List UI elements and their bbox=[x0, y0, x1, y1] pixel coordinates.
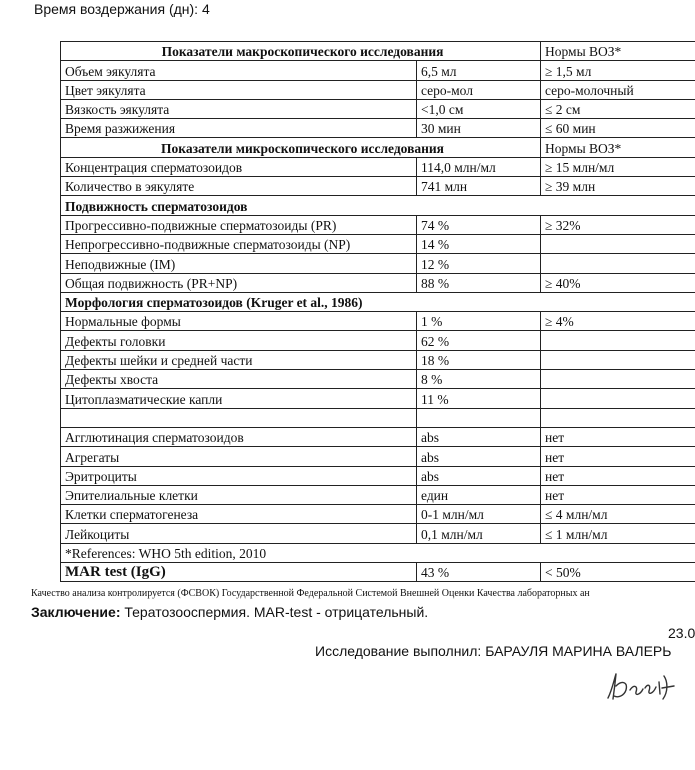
parameter-norm: нет bbox=[541, 485, 695, 504]
mar-test-norm: < 50% bbox=[541, 563, 695, 582]
parameter-value: един bbox=[417, 485, 541, 504]
parameter-norm bbox=[541, 254, 695, 273]
table-row bbox=[61, 99, 695, 118]
parameter-value: abs bbox=[417, 447, 541, 466]
conclusion-label: Заключение: bbox=[31, 604, 121, 620]
signature-icon bbox=[602, 668, 695, 704]
mar-test-value: 43 % bbox=[417, 563, 541, 582]
parameter-norm: ≥ 40% bbox=[541, 273, 695, 292]
table-row bbox=[61, 157, 695, 176]
table-row bbox=[61, 427, 695, 446]
parameter-norm: нет bbox=[541, 466, 695, 485]
table-row bbox=[61, 466, 695, 485]
table-row bbox=[61, 273, 695, 292]
table-row bbox=[61, 61, 695, 80]
parameter-value: abs bbox=[417, 466, 541, 485]
table-row bbox=[61, 119, 695, 138]
parameter-norm: ≤ 1 млн/мл bbox=[541, 524, 695, 543]
table-row bbox=[61, 292, 695, 311]
table-row bbox=[61, 177, 695, 196]
parameter-value: 62 % bbox=[417, 331, 541, 350]
parameter-value: 8 % bbox=[417, 370, 541, 389]
parameter-value: 6,5 мл bbox=[417, 61, 541, 80]
performed-by: Исследование выполнил: БАРАУЛЯ МАРИНА ВАЛЕРЬ bbox=[315, 643, 672, 659]
parameter-value: 74 % bbox=[417, 215, 541, 234]
parameter-name: Концентрация сперматозоидов bbox=[61, 157, 417, 176]
norm-header: Нормы ВОЗ* bbox=[541, 42, 695, 61]
parameter-norm: ≥ 1,5 мл bbox=[541, 61, 695, 80]
parameter-name: Лейкоциты bbox=[61, 524, 417, 543]
parameter-value bbox=[417, 408, 541, 427]
parameter-name: Непрогрессивно-подвижные сперматозоиды (NP) bbox=[61, 234, 417, 253]
parameter-name: Объем эякулята bbox=[61, 61, 417, 80]
parameter-norm bbox=[541, 370, 695, 389]
table-row bbox=[61, 215, 695, 234]
parameter-norm: серо-молочный bbox=[541, 80, 695, 99]
table-row bbox=[61, 447, 695, 466]
parameter-value: серо-мол bbox=[417, 80, 541, 99]
table-row bbox=[61, 331, 695, 350]
parameter-norm bbox=[541, 331, 695, 350]
table-row bbox=[61, 485, 695, 504]
parameter-value: 741 млн bbox=[417, 177, 541, 196]
group-heading: Морфология сперматозоидов (Kruger et al., 1986) bbox=[61, 292, 695, 311]
table-body bbox=[61, 42, 695, 582]
parameter-norm: ≥ 39 млн bbox=[541, 177, 695, 196]
parameter-name: Время разжижения bbox=[61, 119, 417, 138]
parameter-norm bbox=[541, 234, 695, 253]
conclusion-text: Тератозооспермия. MAR-test - отрицательный. bbox=[120, 604, 429, 620]
parameter-value: 88 % bbox=[417, 273, 541, 292]
table-row bbox=[61, 196, 695, 215]
table-row bbox=[61, 408, 695, 427]
parameter-value: 0-1 млн/мл bbox=[417, 505, 541, 524]
parameter-name: Неподвижные (IM) bbox=[61, 254, 417, 273]
parameter-name: Общая подвижность (PR+NP) bbox=[61, 273, 417, 292]
parameter-norm: ≥ 15 млн/мл bbox=[541, 157, 695, 176]
parameter-value: <1,0 см bbox=[417, 99, 541, 118]
section-title: Показатели микроскопического исследования bbox=[61, 138, 541, 157]
parameter-norm: ≥ 4% bbox=[541, 312, 695, 331]
report-date: 23.0 bbox=[668, 625, 695, 641]
section-title: Показатели макроскопического исследования bbox=[61, 42, 541, 61]
table-row bbox=[61, 42, 695, 61]
parameter-norm: ≤ 60 мин bbox=[541, 119, 695, 138]
parameter-value: 30 мин bbox=[417, 119, 541, 138]
parameter-value: 1 % bbox=[417, 312, 541, 331]
parameter-name: Агглютинация сперматозоидов bbox=[61, 427, 417, 446]
references-note: *References: WHO 5th edition, 2010 bbox=[61, 543, 695, 562]
parameter-name: Нормальные формы bbox=[61, 312, 417, 331]
table-row bbox=[61, 524, 695, 543]
parameter-norm: ≤ 4 млн/мл bbox=[541, 505, 695, 524]
table-row bbox=[61, 234, 695, 253]
parameter-norm bbox=[541, 408, 695, 427]
semen-analysis-table bbox=[60, 41, 695, 582]
mar-test-label: MAR test (IgG) bbox=[61, 563, 417, 582]
table-row bbox=[61, 254, 695, 273]
parameter-name bbox=[61, 408, 417, 427]
table-row bbox=[61, 370, 695, 389]
table-row bbox=[61, 563, 695, 582]
parameter-name: Вязкость эякулята bbox=[61, 99, 417, 118]
norm-header: Нормы ВОЗ* bbox=[541, 138, 695, 157]
parameter-norm bbox=[541, 350, 695, 369]
table-row bbox=[61, 80, 695, 99]
table-row bbox=[61, 389, 695, 408]
parameter-name: Клетки сперматогенеза bbox=[61, 505, 417, 524]
parameter-value: 18 % bbox=[417, 350, 541, 369]
table-row bbox=[61, 543, 695, 562]
parameter-name: Дефекты головки bbox=[61, 331, 417, 350]
table-row bbox=[61, 505, 695, 524]
parameter-name: Цитоплазматические капли bbox=[61, 389, 417, 408]
parameter-name: Эпителиальные клетки bbox=[61, 485, 417, 504]
parameter-value: 114,0 млн/мл bbox=[417, 157, 541, 176]
parameter-value: abs bbox=[417, 427, 541, 446]
parameter-value: 11 % bbox=[417, 389, 541, 408]
abstinence-time: Время воздержания (дн): 4 bbox=[34, 1, 210, 17]
parameter-name: Цвет эякулята bbox=[61, 80, 417, 99]
table-row bbox=[61, 350, 695, 369]
parameter-norm bbox=[541, 389, 695, 408]
parameter-name: Дефекты шейки и средней части bbox=[61, 350, 417, 369]
conclusion bbox=[31, 604, 428, 620]
parameter-name: Дефекты хвоста bbox=[61, 370, 417, 389]
parameter-name: Количество в эякуляте bbox=[61, 177, 417, 196]
parameter-value: 14 % bbox=[417, 234, 541, 253]
parameter-norm: ≥ 32% bbox=[541, 215, 695, 234]
parameter-norm: нет bbox=[541, 427, 695, 446]
parameter-name: Эритроциты bbox=[61, 466, 417, 485]
group-heading: Подвижность сперматозоидов bbox=[61, 196, 695, 215]
parameter-norm: нет bbox=[541, 447, 695, 466]
parameter-value: 0,1 млн/мл bbox=[417, 524, 541, 543]
parameter-name: Прогрессивно-подвижные сперматозоиды (PR) bbox=[61, 215, 417, 234]
table-row bbox=[61, 138, 695, 157]
quality-control-note: Качество анализа контролируется (ФСВОК) Государственной Федеральной Системой Внешней Оценки Качества лабораторных ан bbox=[31, 588, 590, 599]
table-row bbox=[61, 312, 695, 331]
parameter-norm: ≤ 2 см bbox=[541, 99, 695, 118]
parameter-value: 12 % bbox=[417, 254, 541, 273]
parameter-name: Агрегаты bbox=[61, 447, 417, 466]
